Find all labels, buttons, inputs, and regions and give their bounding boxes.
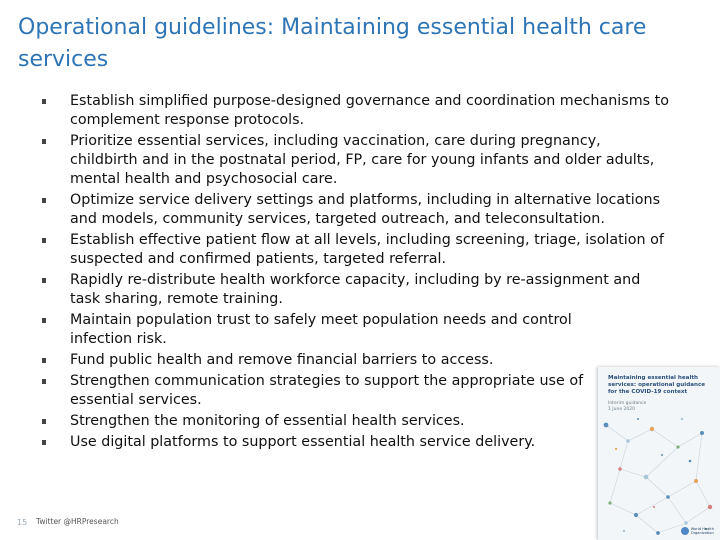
who-emblem-icon — [681, 527, 689, 535]
guideline-item — [42, 231, 672, 269]
guideline-item — [42, 351, 672, 370]
guideline-text: Rapidly re-distribute health workforce capacity, including by re-assignment and task sharing, remote training. — [70, 272, 641, 307]
square-bullet-icon — [42, 379, 46, 384]
square-bullet-icon — [42, 198, 46, 203]
guideline-text: Establish simplified purpose-designed governance and coordination mechanisms to complement response protocols. — [70, 93, 669, 128]
guideline-text: Prioritize essential services, including vaccination, care during pregnancy, childbirth and in the postnatal period, FP, care for young infants and older adults, mental health and psychosocial care. — [70, 133, 655, 187]
guideline-text: Establish effective patient flow at all levels, including screening, triage, isolation of suspected and confirmed patients, targeted referral. — [70, 232, 664, 267]
guideline-text: Fund public health and remove financial barriers to access. — [70, 352, 494, 368]
document-cover-date: 1 June 2020 — [608, 406, 635, 412]
guideline-text: Use digital platforms to support essential health service delivery. — [70, 434, 536, 450]
guideline-item — [42, 433, 672, 452]
square-bullet-icon — [42, 278, 46, 283]
square-bullet-icon — [42, 440, 46, 445]
document-cover-title: Maintaining essential health services: operational guidance for the COVID-19 context — [608, 375, 706, 395]
square-bullet-icon — [42, 419, 46, 424]
square-bullet-icon — [42, 238, 46, 243]
guideline-item — [42, 191, 672, 229]
guideline-text: Strengthen communication strategies to support the appropriate use of essential services. — [70, 373, 584, 408]
guideline-item — [42, 372, 590, 410]
guideline-text: Strengthen the monitoring of essential health services. — [70, 413, 465, 429]
footer-twitter-handle: Twitter @HRPresearch — [36, 517, 119, 526]
guideline-item — [42, 271, 672, 309]
square-bullet-icon — [42, 318, 46, 323]
page-number: 15 — [17, 518, 28, 527]
square-bullet-icon — [42, 139, 46, 144]
guideline-item — [42, 412, 672, 431]
who-logo-line: World Health — [690, 527, 714, 531]
slide-title: Operational guidelines: Maintaining essential health care services — [18, 15, 647, 72]
guideline-item — [42, 132, 672, 189]
guideline-item — [42, 92, 672, 130]
square-bullet-icon — [42, 358, 46, 363]
who-logo — [681, 527, 714, 535]
who-logo-text — [691, 527, 714, 535]
document-cover-subtitle-line: Interim guidance — [608, 401, 647, 406]
who-logo-line: Organization — [690, 531, 714, 535]
guideline-list — [42, 92, 672, 454]
guideline-item — [42, 311, 618, 349]
guidance-document-cover — [598, 367, 720, 540]
guideline-text: Maintain population trust to safely meet population needs and control infection risk. — [70, 312, 572, 347]
network-illustration-icon — [598, 411, 720, 540]
guideline-text: Optimize service delivery settings and platforms, including in alternative locations and models, community services, targeted outreach, and teleconsultation. — [70, 192, 661, 227]
square-bullet-icon — [42, 99, 46, 104]
